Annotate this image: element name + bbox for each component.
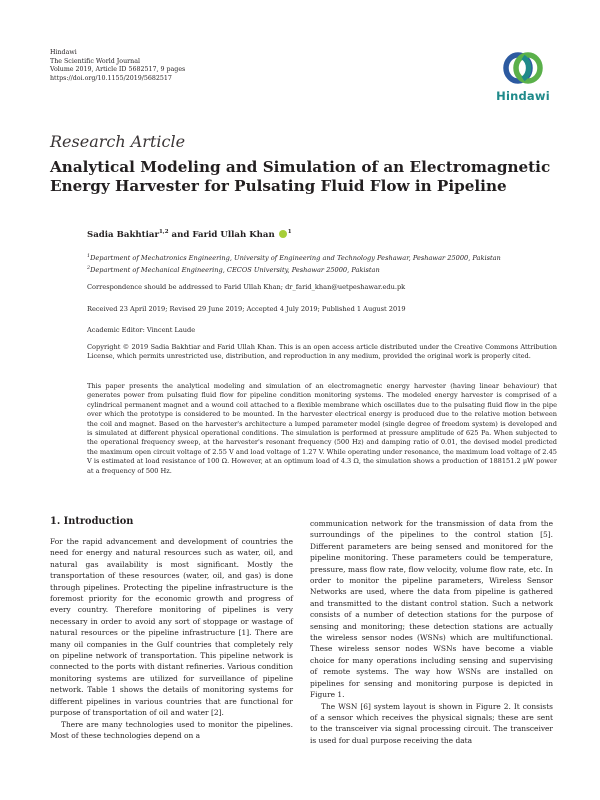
journal-meta	[50, 49, 185, 83]
affiliation-marker: 1	[87, 254, 91, 259]
affiliation-text: Department of Mechatronics Engineering, University of Engineering and Technology Peshawar, Peshawar 25000, Pakistan	[90, 254, 501, 263]
author-affiliation-marker: 1,2	[158, 229, 169, 235]
volume-line: Volume 2019, Article ID 5682517, 9 pages	[50, 66, 186, 74]
doi-link[interactable]: https://doi.org/10.1155/2019/5682517	[50, 74, 172, 82]
author-affiliation-marker: 1	[287, 229, 292, 235]
section-heading: 1. Introduction	[50, 516, 134, 527]
affiliation-text: Department of Mechanical Engineering, CECOS University, Peshawar 25000, Pakistan	[90, 265, 380, 274]
hindawi-logo-icon	[501, 48, 545, 88]
publisher-name: Hindawi	[50, 49, 77, 56]
author-list	[87, 229, 292, 240]
academic-editor: Academic Editor: Vincent Laude	[87, 326, 196, 334]
logo-wordmark: Hindawi	[496, 89, 550, 103]
publisher-logo	[493, 48, 553, 103]
paragraph: For the rapid advancement and development of countries the need for energy and natural resources such as water, oil, and natural gas availability is most significant. Mostly the transportation of these resources (water, oil, and gas) is done through pipelines. Protecting the pipeline infrastructure is the foremost priority for the economic growth and progress of every country. Therefore monitoring of pipelines is very necessary in order to avoid any sort of stoppage or wastage of natural resources or the pipeline infrastructure [1]. There are many oil companies in the Gulf countries that completely rely on pipeline network of transportation. This pipeline network is connected to the ports with distant refineries. Various condition monitoring systems are utilized for surveillance of pipeline network. Table 1 shows the details of monitoring systems for different pipelines in various countries that are functional for purpose of transportation of oil and water [2].	[50, 537, 293, 718]
author-conjunction: and	[168, 229, 193, 240]
correspondence: Correspondence should be addressed to Farid Ullah Khan; dr_farid_khan@uetpeshawar.edu.pk	[87, 283, 406, 291]
abstract: This paper presents the analytical modeling and simulation of an electromagnetic energy harvester (having linear behaviour) that generates power from pulsating fluid flow for pipeline condition monitoring systems. The modeled energy harvester is comprised of a cylindrical permanent magnet and a wound coil attached to a flexible membrane which oscillates due to the pulsating fluid flow in the pipe over which the prototype is considered to be mounted. In the harvester electrical energy is produced due to the relative motion between the coil and magnet. Based on the harvester's architecture a lumped parameter model (single degree of freedom system) is developed and is simulated at different physical operational conditions. The simulation is performed at pressure amplitude of 625 Pa. When subjected to the operational frequency sweep, at the harvester's resonant frequency (500 Hz) and damping ratio of 0.01, the devised model predicted the maximum open circuit voltage of 2.55 V and load voltage of 1.27 V. While operating under resonance, the maximum load voltage of 2.45 V is estimated at load resistance of 100 Ω. However, at an optimum load of 4.3 Ω, the simulation shows a production of 188151.2 μW power at a frequency of 500 Hz.	[87, 382, 557, 475]
paper-title: Analytical Modeling and Simulation of an Electromagnetic Energy Harvester for Pulsating Fluid Flow in Pipeline	[50, 158, 551, 195]
paragraph: The WSN [6] system layout is shown in Figure 2. It consists of a sensor which receives the physical signals; these are sent to the transceiver via signal processing circuit. The transceiver is used for dual purpose receiving the data	[310, 701, 553, 745]
paragraph: communication network for the transmission of data from the surroundings of the pipelines to the control station [5]. Different parameters are being sensed and monitored for the pipeline monitoring. These parameters could be temperature, pressure, mass flow rate, flow velocity, volume flow rate, etc. In order to monitor the pipeline parameters, Wireless Sensor Networks are used, where the data from pipeline is gathered and transmitted to the distant control station. Such a network consists of a number of detection stations for the purpose of sensing and monitoring; these detection stations are actually the wireless sensor nodes (WSNs) which are multifunctional. These wireless sensor nodes WSNs have become a viable choice for many operations including sensing and supervising of remote systems. The way how WSNs are installed on pipelines for sensing and monitoring purpose is depicted in Figure 1.	[310, 519, 553, 700]
journal-name: The Scientific World Journal	[50, 57, 140, 65]
author-name[interactable]: Sadia Bakhtiar	[87, 229, 159, 240]
body-column-right	[310, 518, 553, 746]
orcid-icon[interactable]	[279, 230, 287, 238]
article-type: Research Article	[50, 132, 186, 151]
author-name[interactable]: Farid Ullah Khan	[192, 229, 275, 240]
copyright-notice: Copyright © 2019 Sadia Bakhtiar and Farid Ullah Khan. This is an open access article distributed under the Creative Commons Attribution License, which permits unrestricted use, distribution, and reproduction in any medium, provided the original work is properly cited.	[87, 343, 557, 361]
affiliation-marker: 2	[87, 265, 91, 271]
affiliation-line	[87, 264, 557, 276]
affiliation-line	[87, 252, 557, 264]
affiliations	[87, 252, 557, 275]
paragraph: There are many technologies used to monitor the pipelines. Most of these technologies depend on a	[50, 719, 293, 740]
publication-dates: Received 23 April 2019; Revised 29 June 2019; Accepted 4 July 2019; Published 1 August 2019	[87, 305, 406, 313]
body-column-left	[50, 536, 293, 741]
